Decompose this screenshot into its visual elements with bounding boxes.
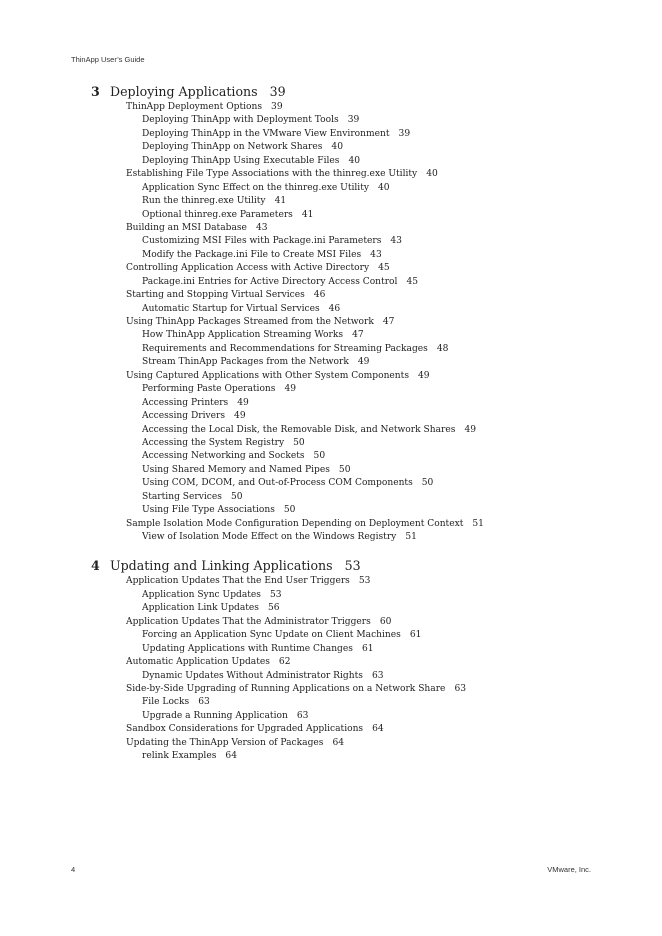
entry-page-number: 39 (398, 128, 411, 139)
toc-subsection-entry[interactable] (91, 114, 611, 127)
entry-page-number: 50 (421, 478, 434, 489)
entry-title: Deploying ThinApp in the VMware View Environment (142, 128, 390, 139)
toc-section-entry[interactable] (91, 616, 611, 629)
toc-subsection-entry[interactable] (91, 750, 611, 763)
toc-section-entry[interactable] (91, 316, 611, 329)
entry-title: Establishing File Type Associations with the thinreg.exe Utility (126, 169, 418, 180)
chapter-number: 3 (91, 84, 100, 99)
chapter-page-number: 53 (344, 558, 361, 574)
toc-subsection-entry[interactable] (91, 531, 611, 544)
entry-page-number: 50 (283, 505, 296, 516)
entry-page-number: 56 (267, 603, 280, 614)
entry-title: Stream ThinApp Packages from the Network (142, 357, 349, 368)
entry-page-number: 46 (313, 290, 326, 301)
toc-subsection-entry[interactable] (91, 383, 611, 396)
entry-title: Application Updates That the Administrator Triggers (126, 616, 371, 627)
toc-subsection-entry[interactable] (91, 589, 611, 602)
entry-title: Application Link Updates (142, 603, 259, 614)
entry-page-number: 62 (278, 657, 291, 668)
toc-subsection-entry[interactable] (91, 437, 611, 450)
toc-subsection-entry[interactable] (91, 504, 611, 517)
entry-page-number: 49 (357, 357, 370, 368)
entry-page-number: 49 (418, 370, 430, 381)
toc-subsection-entry[interactable] (91, 356, 611, 369)
entry-title: Requirements and Recommendations for Streaming Packages (142, 343, 428, 354)
entry-page-number: 60 (379, 616, 392, 627)
entry-title: How ThinApp Application Streaming Works (142, 330, 344, 341)
toc-subsection-entry[interactable] (91, 397, 611, 410)
entry-page-number: 46 (328, 303, 341, 314)
entry-page-number: 40 (426, 169, 438, 180)
toc-subsection-entry[interactable] (91, 276, 611, 289)
toc-section-entry[interactable] (91, 370, 611, 383)
entry-page-number: 51 (472, 518, 484, 529)
toc-subsection-entry[interactable] (91, 670, 611, 683)
entry-page-number: 50 (230, 491, 243, 502)
toc-subsection-entry[interactable] (91, 141, 611, 154)
entry-page-number: 61 (409, 630, 422, 641)
toc-subsection-entry[interactable] (91, 710, 611, 723)
toc-subsection-entry[interactable] (91, 602, 611, 615)
toc-section-entry[interactable] (91, 656, 611, 669)
toc-subsection-entry[interactable] (91, 128, 611, 141)
entry-page-number: 43 (255, 222, 268, 233)
entry-title: Using COM, DCOM, and Out-of-Process COM Components (142, 478, 413, 489)
toc-chapter (91, 83, 611, 544)
toc-subsection-entry[interactable] (91, 410, 611, 423)
chapter-number: 4 (91, 558, 100, 574)
entry-title: Modify the Package.ini File to Create MSI Files (142, 249, 362, 260)
toc-subsection-entry[interactable] (91, 696, 611, 709)
toc-subsection-entry[interactable] (91, 491, 611, 504)
entry-title: Using File Type Associations (142, 505, 275, 516)
entry-title: Accessing the Local Disk, the Removable Disk, and Network Shares (142, 424, 456, 435)
toc-chapter (91, 557, 611, 763)
entry-page-number: 53 (269, 589, 282, 600)
entry-title: Automatic Application Updates (126, 657, 270, 668)
entry-page-number: 61 (361, 643, 374, 654)
entry-title: Deploying ThinApp with Deployment Tools (142, 115, 339, 126)
toc-section-entry[interactable] (91, 737, 611, 750)
toc-subsection-entry[interactable] (91, 209, 611, 222)
footer-company: VMware, Inc. (547, 865, 591, 874)
entry-page-number: 43 (370, 249, 382, 260)
entry-title: Accessing the System Registry (142, 437, 285, 448)
entry-page-number: 49 (464, 424, 477, 435)
entry-page-number: 40 (378, 182, 390, 193)
entry-title: Using ThinApp Packages Streamed from the Network (126, 317, 374, 327)
entry-page-number: 49 (234, 411, 246, 422)
toc-subsection-entry[interactable] (91, 235, 611, 248)
entry-page-number: 41 (274, 196, 287, 207)
entry-page-number: 63 (371, 670, 384, 681)
entry-title: Accessing Networking and Sockets (142, 451, 305, 462)
toc-subsection-entry[interactable] (91, 195, 611, 208)
entry-title: Deploying ThinApp on Network Shares (142, 142, 323, 153)
entry-page-number: 48 (436, 343, 449, 354)
entry-page-number: 64 (225, 751, 237, 762)
chapter-heading[interactable] (91, 557, 611, 574)
entry-title: Deploying ThinApp Using Executable Files (142, 155, 340, 166)
entry-title: Optional thinreg.exe Parameters (142, 209, 293, 220)
entry-page-number: 63 (198, 697, 210, 708)
toc-section-entry[interactable] (91, 575, 611, 588)
entry-title: Using Shared Memory and Named Pipes (142, 464, 330, 475)
entry-page-number: 63 (454, 683, 467, 694)
entry-title: Run the thinreg.exe Utility (142, 196, 266, 207)
entry-page-number: 64 (332, 737, 345, 748)
chapter-title: Deploying Applications (110, 84, 258, 99)
entry-title: Package.ini Entries for Active Directory Access Control (142, 276, 398, 287)
toc-subsection-entry[interactable] (91, 249, 611, 262)
entry-page-number: 47 (352, 330, 364, 341)
entry-page-number: 50 (313, 451, 326, 462)
entry-title: Building an MSI Database (126, 222, 247, 233)
toc-subsection-entry[interactable] (91, 182, 611, 195)
entry-page-number: 45 (378, 263, 390, 274)
entry-title: Updating Applications with Runtime Changes (142, 643, 353, 654)
entry-title: relink Examples (142, 751, 217, 762)
entry-title: Accessing Drivers (142, 411, 226, 422)
entry-title: Sample Isolation Mode Configuration Depending on Deployment Context (126, 518, 464, 529)
toc-section-entry[interactable] (91, 262, 611, 275)
entry-title: Starting Services (142, 491, 222, 502)
entry-page-number: 50 (293, 437, 305, 448)
toc-section-entry[interactable] (91, 683, 611, 696)
toc-subsection-entry[interactable] (91, 329, 611, 342)
entry-title: ThinApp Deployment Options (126, 102, 263, 112)
toc-subsection-entry[interactable] (91, 629, 611, 642)
entry-title: Side-by-Side Upgrading of Running Applications on a Network Share (126, 683, 446, 694)
entry-title: Application Sync Updates (142, 589, 261, 600)
entry-page-number: 39 (271, 102, 283, 112)
toc-subsection-entry[interactable] (91, 464, 611, 477)
entry-title: Performing Paste Operations (142, 384, 276, 395)
toc-subsection-entry[interactable] (91, 343, 611, 356)
toc-section-entry[interactable] (91, 518, 611, 531)
entry-page-number: 47 (382, 317, 395, 327)
toc-subsection-entry[interactable] (91, 477, 611, 490)
toc-section-entry[interactable] (91, 101, 611, 114)
chapter-page-number: 39 (269, 84, 286, 99)
toc-subsection-entry[interactable] (91, 303, 611, 316)
toc-section-entry[interactable] (91, 168, 611, 181)
entry-page-number: 64 (372, 724, 384, 735)
entry-page-number: 49 (284, 384, 297, 395)
entry-title: Sandbox Considerations for Upgraded Applications (126, 724, 364, 735)
entry-page-number: 50 (338, 464, 351, 475)
toc-subsection-entry[interactable] (91, 424, 611, 437)
chapter-heading[interactable] (91, 83, 611, 100)
toc-section-entry[interactable] (91, 723, 611, 736)
page-number: 4 (71, 865, 76, 874)
entry-page-number: 43 (390, 236, 402, 247)
entry-title: Using Captured Applications with Other System Components (126, 370, 409, 381)
entry-page-number: 53 (358, 576, 371, 587)
toc-subsection-entry[interactable] (91, 643, 611, 656)
running-header: ThinApp User’s Guide (71, 55, 145, 64)
entry-title: Forcing an Application Sync Update on Client Machines (142, 630, 401, 641)
toc-section-entry[interactable] (91, 222, 611, 235)
entry-title: View of Isolation Mode Effect on the Windows Registry (142, 532, 397, 542)
entry-title: Dynamic Updates Without Administrator Rights (142, 670, 363, 681)
entry-title: Application Updates That the End User Triggers (126, 576, 350, 587)
entry-page-number: 40 (331, 142, 343, 153)
entry-title: Controlling Application Access with Active Directory (126, 263, 370, 274)
chapter-title: Updating and Linking Applications (110, 558, 333, 574)
entry-title: Updating the ThinApp Version of Packages (126, 737, 324, 748)
entry-page-number: 45 (406, 276, 419, 287)
toc-subsection-entry[interactable] (91, 155, 611, 168)
entry-page-number: 41 (301, 209, 314, 220)
entry-title: Application Sync Effect on the thinreg.exe Utility (142, 182, 369, 193)
entry-page-number: 63 (296, 710, 309, 721)
entry-title: Customizing MSI Files with Package.ini Parameters (142, 236, 382, 247)
table-of-contents (91, 83, 611, 777)
toc-subsection-entry[interactable] (91, 450, 611, 463)
entry-page-number: 49 (237, 397, 249, 408)
entry-page-number: 40 (348, 155, 361, 166)
entry-title: Upgrade a Running Application (142, 710, 288, 721)
entry-page-number: 51 (405, 532, 417, 542)
entry-title: Starting and Stopping Virtual Services (126, 290, 305, 301)
entry-title: Accessing Printers (142, 397, 229, 408)
toc-section-entry[interactable] (91, 289, 611, 302)
entry-title: Automatic Startup for Virtual Services (142, 303, 320, 314)
entry-title: File Locks (142, 697, 190, 708)
entry-page-number: 39 (347, 115, 360, 126)
